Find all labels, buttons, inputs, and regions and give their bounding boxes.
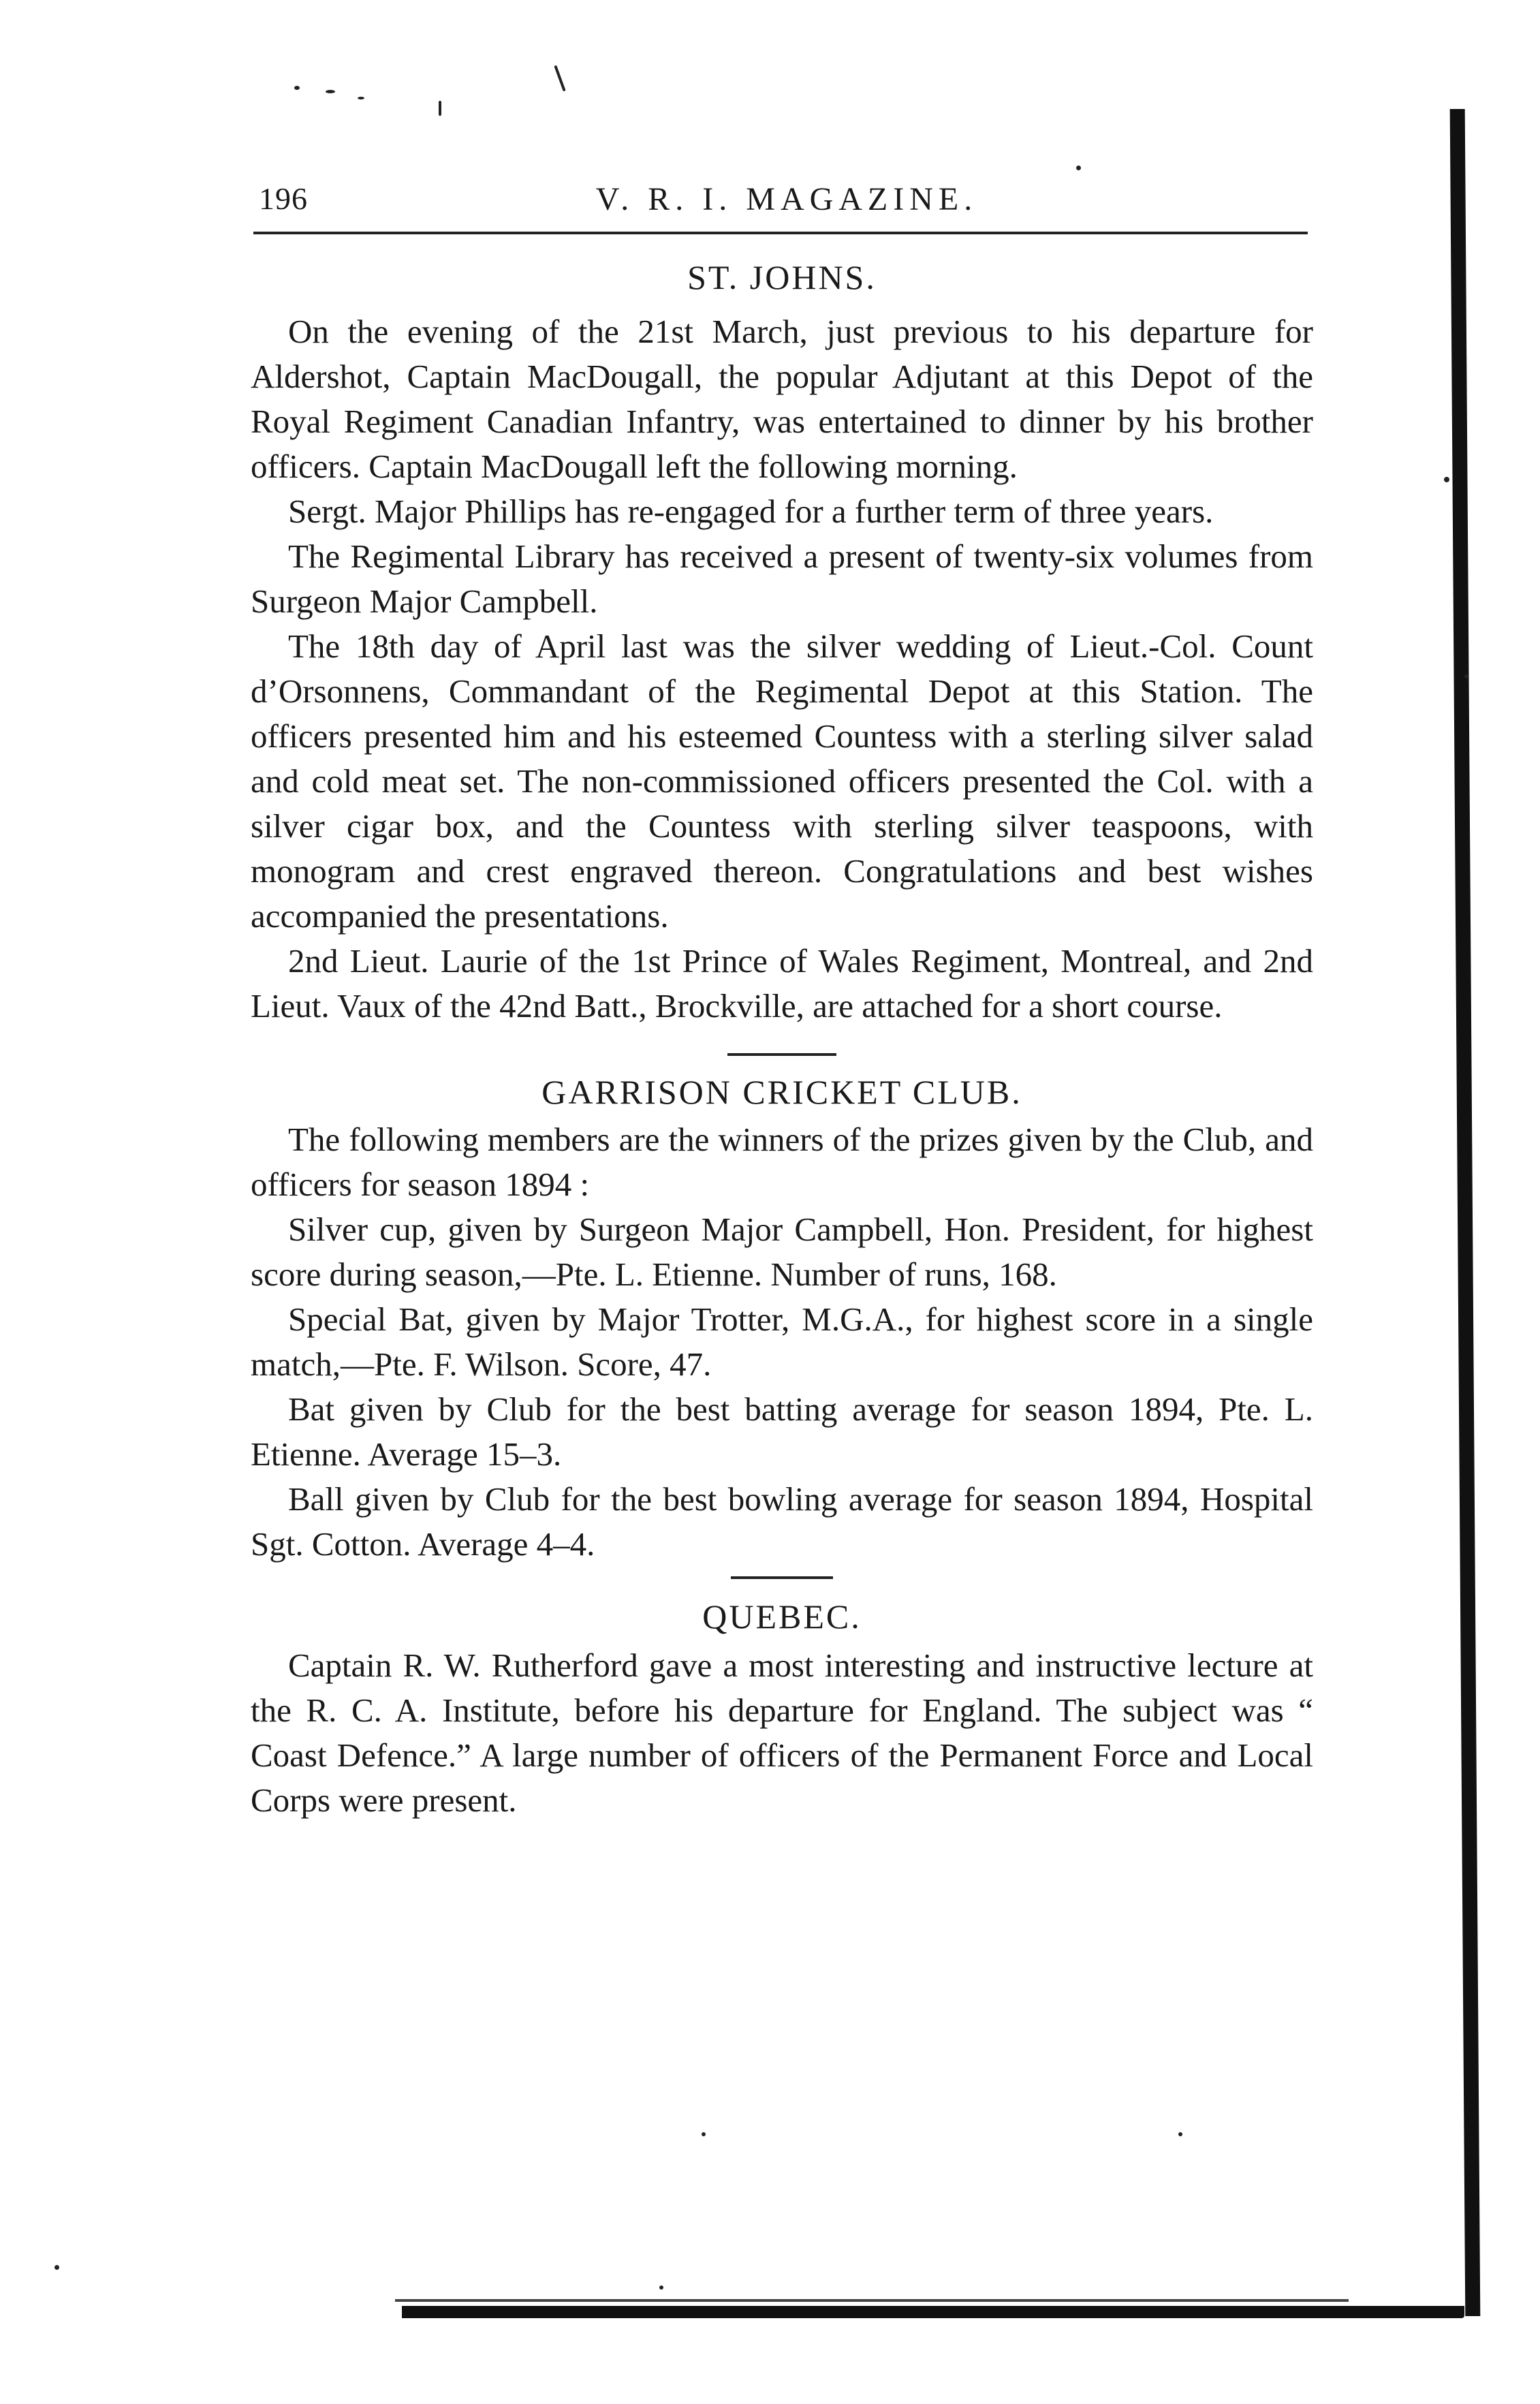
scan-speck [1444,477,1449,482]
header-rule [253,232,1308,234]
running-title: V. R. I. MAGAZINE. [595,181,978,217]
paragraph: Sergt. Major Phillips has re-engaged for a further term of three years. [288,493,1214,530]
page-number: 196 [259,181,308,216]
paragraph: 2nd Lieut. Laurie of the 1st Prince of Wales Regiment, Montreal, and 2nd Lieut. Vaux of the 42nd Batt., Brockville, are attached for a short course. [251,942,1313,1025]
paragraph: Special Bat, given by Major Trotter, M.G.A., for highest score in a single match,—Pte. F. Wilson. Score, 47. [251,1300,1313,1383]
section-heading-quebec: QUEBEC. [702,1597,862,1636]
paragraph: Captain R. W. Rutherford gave a most interesting and instructive lecture at the R. C. A. Institute, before his departure for England. The subject was “ Coast Defence.” A large number of officers of the Permanent Force and Local Corps were present. [251,1646,1313,1819]
scan-speck [439,101,441,116]
scan-speck [294,86,300,90]
section-divider [727,1053,836,1056]
article-body [251,257,1313,1823]
scan-speck [554,65,565,92]
page-edge-line-bottom [395,2299,1349,2302]
scan-speck [1178,2132,1182,2136]
scan-speck [1464,674,1468,678]
scan-speck [659,2285,663,2290]
page-edge-shadow-bottom [402,2306,1464,2318]
paragraph: Ball given by Club for the best bowling average for season 1894, Hospital Sgt. Cotton. Average 4–4. [251,1480,1313,1563]
section-heading-st-johns: ST. JOHNS. [687,258,877,296]
scan-speck [358,97,364,99]
paragraph: Silver cup, given by Surgeon Major Campbell, Hon. President, for highest score during season,—Pte. L. Etienne. Number of runs, 168. [251,1211,1313,1293]
paragraph: The 18th day of April last was the silver wedding of Lieut.-Col. Count d’Orsonnens, Commandant of the Regimental Depot at this Station. The officers presented him and his esteemed Countess with a sterling silver salad and cold meat set. The non-commissioned officers presented the Col. with a silver cigar box, and the Countess with sterling silver teaspoons, with monogram and crest engraved thereon. Congratulations and best wishes accompanied the presentations. [251,627,1313,935]
paragraph: Bat given by Club for the best batting average for season 1894, Pte. L. Etienne. Average 15–3. [251,1390,1313,1473]
section-heading-garrison-cricket-club: GARRISON CRICKET CLUB. [541,1073,1022,1111]
scan-speck [1076,166,1081,170]
scan-speck [326,90,335,93]
section-divider [731,1576,833,1579]
running-header [259,181,1315,228]
paragraph: The Regimental Library has received a present of twenty-six volumes from Surgeon Major Campbell. [251,537,1313,620]
scan-speck [702,2132,706,2136]
scan-speck [54,2265,59,2270]
paragraph: The following members are the winners of the prizes given by the Club, and officers for season 1894 : [251,1121,1313,1203]
page-edge-shadow-right [1450,109,1481,2316]
paragraph: On the evening of the 21st March, just previous to his departure for Aldershot, Captain MacDougall, the popular Adjutant at this Depot of the Royal Regiment Canadian Infantry, was entertained to dinner by his brother officers. Captain MacDougall left the following morning. [251,313,1313,485]
